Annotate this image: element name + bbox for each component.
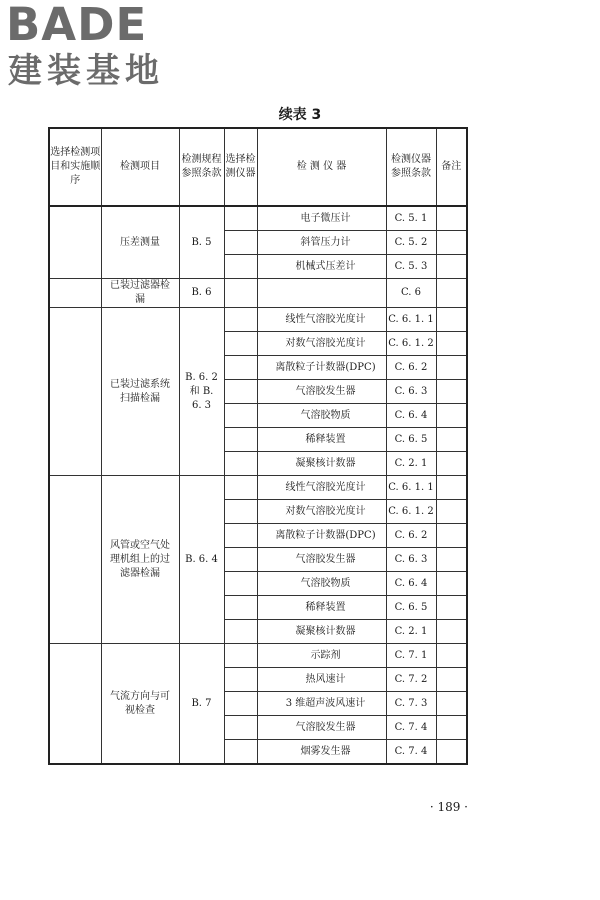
clause-cell: B. 5 (179, 206, 224, 279)
instrument-cell: 凝聚核计数器 (257, 620, 386, 644)
select-instrument-cell (224, 279, 257, 308)
instrument-cell: 气溶胶发生器 (257, 380, 386, 404)
table-header (49, 128, 467, 206)
select-instrument-cell (224, 452, 257, 476)
header-row (49, 128, 467, 206)
select-instrument-cell (224, 740, 257, 765)
select-instrument-cell (224, 620, 257, 644)
instrument-clause-cell: C. 7. 2 (386, 668, 436, 692)
instrument-clause-cell: C. 6. 5 (386, 596, 436, 620)
item-cell: 已装过滤器检漏 (101, 279, 179, 308)
instrument-clause-cell: C. 6. 1. 1 (386, 476, 436, 500)
instrument-clause-cell: C. 2. 1 (386, 452, 436, 476)
instrument-cell: 对数气溶胶光度计 (257, 500, 386, 524)
remark-header: 备注 (436, 128, 467, 206)
remark-cell (436, 716, 467, 740)
select-order-cell (49, 206, 101, 279)
select-instrument-cell (224, 572, 257, 596)
select-instrument-cell (224, 428, 257, 452)
select-order-cell (49, 476, 101, 644)
instrument-clause-cell: C. 6. 5 (386, 428, 436, 452)
remark-cell (436, 692, 467, 716)
instrument-clause-cell: C. 5. 2 (386, 231, 436, 255)
instrument-clause-cell: C. 7. 3 (386, 692, 436, 716)
table-row (49, 308, 467, 332)
select-instrument-cell (224, 668, 257, 692)
instrument-clause-cell: C. 6. 1. 2 (386, 500, 436, 524)
instrument-cell: 3 维超声波风速计 (257, 692, 386, 716)
remark-cell (436, 404, 467, 428)
item-cell: 气流方向与可视检查 (101, 644, 179, 765)
item-cell: 压差测量 (101, 206, 179, 279)
instrument-cell: 气溶胶发生器 (257, 716, 386, 740)
remark-cell (436, 572, 467, 596)
clause-header: 检测规程参照条款 (179, 128, 224, 206)
select-instrument-cell (224, 332, 257, 356)
remark-cell (436, 644, 467, 668)
clause-cell: B. 6 (179, 279, 224, 308)
item-header: 检测项目 (101, 128, 179, 206)
instrument-clause-cell: C. 5. 1 (386, 206, 436, 231)
instrument-header: 检 测 仪 器 (257, 128, 386, 206)
clause-cell: B. 6. 4 (179, 476, 224, 644)
select-instrument-cell (224, 476, 257, 500)
table-row (49, 476, 467, 500)
select-order-cell (49, 279, 101, 308)
remark-cell (436, 428, 467, 452)
item-cell: 已装过滤系统扫描检漏 (101, 308, 179, 476)
instrument-cell: 线性气溶胶光度计 (257, 476, 386, 500)
instrument-clause-header: 检测仪器参照条款 (386, 128, 436, 206)
remark-cell (436, 356, 467, 380)
select-instrument-cell (224, 206, 257, 231)
clause-cell: B. 6. 2 和 B. 6. 3 (179, 308, 224, 476)
remark-cell (436, 380, 467, 404)
instrument-cell: 离散粒子计数器(DPC) (257, 524, 386, 548)
instrument-cell (257, 279, 386, 308)
inspection-table (48, 127, 468, 765)
remark-cell (436, 524, 467, 548)
select-instrument-header: 选择检测仪器 (224, 128, 257, 206)
instrument-cell: 对数气溶胶光度计 (257, 332, 386, 356)
instrument-clause-cell: C. 6. 1. 1 (386, 308, 436, 332)
instrument-cell: 稀释装置 (257, 428, 386, 452)
select-instrument-cell (224, 231, 257, 255)
select-order-cell (49, 644, 101, 765)
logo-tagline: 建装基地 (8, 51, 164, 91)
select-instrument-cell (224, 692, 257, 716)
instrument-cell: 烟雾发生器 (257, 740, 386, 765)
page-number: · 189 · (429, 800, 468, 814)
remark-cell (436, 279, 467, 308)
instrument-clause-cell: C. 6. 3 (386, 548, 436, 572)
select-instrument-cell (224, 356, 257, 380)
remark-cell (436, 231, 467, 255)
remark-cell (436, 206, 467, 231)
instrument-cell: 凝聚核计数器 (257, 452, 386, 476)
instrument-clause-cell: C. 2. 1 (386, 620, 436, 644)
instrument-cell: 离散粒子计数器(DPC) (257, 356, 386, 380)
instrument-clause-cell: C. 7. 4 (386, 740, 436, 765)
select-instrument-cell (224, 716, 257, 740)
instrument-clause-cell: C. 6. 2 (386, 524, 436, 548)
instrument-clause-cell: C. 6 (386, 279, 436, 308)
brand-logo (6, 2, 178, 94)
item-cell: 风管或空气处理机组上的过滤器检漏 (101, 476, 179, 644)
remark-cell (436, 548, 467, 572)
remark-cell (436, 620, 467, 644)
remark-cell (436, 740, 467, 765)
instrument-cell: 热风速计 (257, 668, 386, 692)
select-instrument-cell (224, 308, 257, 332)
select-instrument-cell (224, 644, 257, 668)
instrument-cell: 斜管压力计 (257, 231, 386, 255)
select-instrument-cell (224, 380, 257, 404)
table-row (49, 644, 467, 668)
logo-wordmark: BADE (6, 0, 148, 51)
select-instrument-cell (224, 500, 257, 524)
instrument-clause-cell: C. 5. 3 (386, 255, 436, 279)
select-instrument-cell (224, 404, 257, 428)
instrument-clause-cell: C. 6. 1. 2 (386, 332, 436, 356)
instrument-cell: 示踪剂 (257, 644, 386, 668)
clause-cell: B. 7 (179, 644, 224, 765)
select-order-cell (49, 308, 101, 476)
remark-cell (436, 308, 467, 332)
instrument-clause-cell: C. 7. 1 (386, 644, 436, 668)
remark-cell (436, 332, 467, 356)
table-row (49, 206, 467, 231)
remark-cell (436, 255, 467, 279)
instrument-clause-cell: C. 6. 4 (386, 404, 436, 428)
remark-cell (436, 452, 467, 476)
remark-cell (436, 476, 467, 500)
instrument-cell: 机械式压差计 (257, 255, 386, 279)
table-caption: 续表 3 (278, 107, 322, 123)
select-instrument-cell (224, 596, 257, 620)
instrument-cell: 线性气溶胶光度计 (257, 308, 386, 332)
select-instrument-cell (224, 548, 257, 572)
instrument-clause-cell: C. 6. 3 (386, 380, 436, 404)
remark-cell (436, 596, 467, 620)
instrument-cell: 气溶胶物质 (257, 404, 386, 428)
instrument-clause-cell: C. 7. 4 (386, 716, 436, 740)
instrument-clause-cell: C. 6. 4 (386, 572, 436, 596)
instrument-cell: 气溶胶发生器 (257, 548, 386, 572)
remark-cell (436, 668, 467, 692)
table-body (49, 206, 467, 764)
instrument-cell: 稀释装置 (257, 596, 386, 620)
instrument-cell: 气溶胶物质 (257, 572, 386, 596)
instrument-clause-cell: C. 6. 2 (386, 356, 436, 380)
select-order-header: 选择检测项目和实施顺序 (49, 128, 101, 206)
instrument-cell: 电子微压计 (257, 206, 386, 231)
select-instrument-cell (224, 524, 257, 548)
table-row (49, 279, 467, 308)
remark-cell (436, 500, 467, 524)
select-instrument-cell (224, 255, 257, 279)
